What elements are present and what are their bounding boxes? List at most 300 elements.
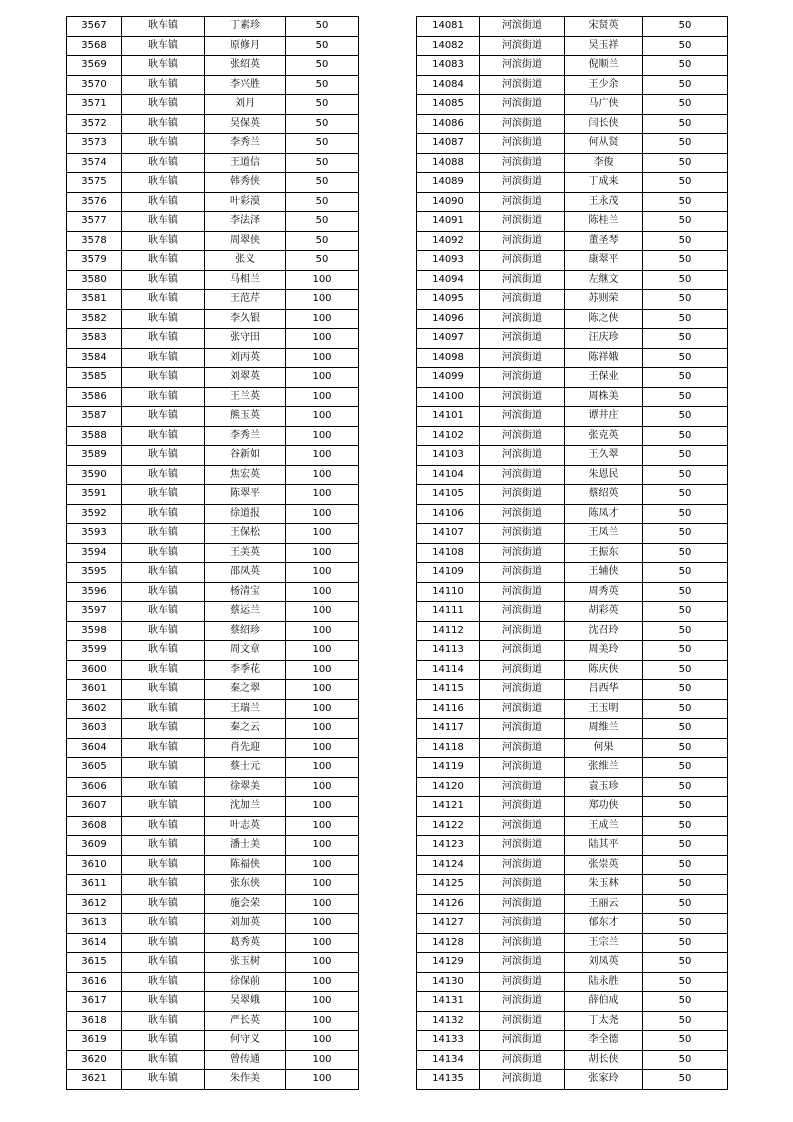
amount-cell: 50 (643, 972, 728, 992)
amount-cell: 50 (286, 134, 359, 154)
table-row (67, 426, 359, 446)
serial-cell: 14123 (417, 836, 480, 856)
table-row (417, 719, 728, 739)
name-cell: 蔡士元 (205, 758, 286, 778)
district-cell: 耿车镇 (122, 290, 205, 310)
serial-cell: 14086 (417, 114, 480, 134)
name-cell: 苏则荣 (565, 290, 643, 310)
name-cell: 王美英 (205, 543, 286, 563)
name-cell: 谷新如 (205, 446, 286, 466)
serial-cell: 3615 (67, 953, 122, 973)
table-row (67, 114, 359, 134)
name-cell: 李秀兰 (205, 426, 286, 446)
name-cell: 左继文 (565, 270, 643, 290)
amount-cell: 100 (286, 348, 359, 368)
name-cell: 原修月 (205, 36, 286, 56)
serial-cell: 3620 (67, 1050, 122, 1070)
amount-cell: 50 (643, 621, 728, 641)
table-row (67, 621, 359, 641)
table-row (417, 36, 728, 56)
amount-cell: 100 (286, 329, 359, 349)
district-cell: 耿车镇 (122, 504, 205, 524)
district-cell: 河滨街道 (480, 114, 565, 134)
serial-cell: 14085 (417, 95, 480, 115)
district-cell: 耿车镇 (122, 368, 205, 388)
table-row (67, 836, 359, 856)
table-row (417, 173, 728, 193)
table-row (67, 348, 359, 368)
district-cell: 耿车镇 (122, 387, 205, 407)
district-cell: 河滨街道 (480, 816, 565, 836)
name-cell: 李全德 (565, 1031, 643, 1051)
district-cell: 河滨街道 (480, 797, 565, 817)
amount-cell: 50 (643, 524, 728, 544)
serial-cell: 3616 (67, 972, 122, 992)
table-row (417, 309, 728, 329)
district-cell: 耿车镇 (122, 1031, 205, 1051)
serial-cell: 3595 (67, 563, 122, 583)
left-table-body (67, 17, 359, 1090)
serial-cell: 3569 (67, 56, 122, 76)
amount-cell: 50 (643, 36, 728, 56)
table-row (417, 504, 728, 524)
table-row (67, 1070, 359, 1090)
amount-cell: 50 (643, 582, 728, 602)
serial-cell: 3586 (67, 387, 122, 407)
amount-cell: 100 (286, 953, 359, 973)
district-cell: 河滨街道 (480, 719, 565, 739)
serial-cell: 14124 (417, 855, 480, 875)
district-cell: 耿车镇 (122, 699, 205, 719)
serial-cell: 14126 (417, 894, 480, 914)
serial-cell: 3576 (67, 192, 122, 212)
table-row (67, 543, 359, 563)
name-cell: 陈福侠 (205, 855, 286, 875)
serial-cell: 3605 (67, 758, 122, 778)
serial-cell: 3578 (67, 231, 122, 251)
serial-cell: 3612 (67, 894, 122, 914)
serial-cell: 3618 (67, 1011, 122, 1031)
name-cell: 丁成来 (565, 173, 643, 193)
serial-cell: 14092 (417, 231, 480, 251)
district-cell: 河滨街道 (480, 465, 565, 485)
district-cell: 河滨街道 (480, 758, 565, 778)
serial-cell: 14106 (417, 504, 480, 524)
table-row (67, 1031, 359, 1051)
amount-cell: 100 (286, 738, 359, 758)
serial-cell: 14127 (417, 914, 480, 934)
name-cell: 葛秀英 (205, 933, 286, 953)
serial-cell: 3583 (67, 329, 122, 349)
amount-cell: 50 (643, 153, 728, 173)
amount-cell: 50 (286, 75, 359, 95)
amount-cell: 100 (286, 485, 359, 505)
serial-cell: 14133 (417, 1031, 480, 1051)
district-cell: 耿车镇 (122, 797, 205, 817)
district-cell: 河滨街道 (480, 953, 565, 973)
amount-cell: 50 (643, 894, 728, 914)
name-cell: 潘士美 (205, 836, 286, 856)
name-cell: 李久银 (205, 309, 286, 329)
table-row (417, 777, 728, 797)
table-row (67, 797, 359, 817)
table-row (67, 524, 359, 544)
table-row (67, 563, 359, 583)
amount-cell: 50 (643, 641, 728, 661)
name-cell: 陈庆侠 (565, 660, 643, 680)
name-cell: 刘丙英 (205, 348, 286, 368)
table-row (67, 95, 359, 115)
table-row (67, 504, 359, 524)
amount-cell: 50 (643, 660, 728, 680)
amount-cell: 50 (643, 933, 728, 953)
name-cell: 周美玲 (565, 641, 643, 661)
district-cell: 耿车镇 (122, 933, 205, 953)
table-row (417, 699, 728, 719)
district-cell: 河滨街道 (480, 309, 565, 329)
amount-cell: 50 (643, 563, 728, 583)
district-cell: 耿车镇 (122, 407, 205, 427)
district-cell: 耿车镇 (122, 251, 205, 271)
serial-cell: 14095 (417, 290, 480, 310)
serial-cell: 3604 (67, 738, 122, 758)
table-row (417, 446, 728, 466)
serial-cell: 14093 (417, 251, 480, 271)
serial-cell: 3619 (67, 1031, 122, 1051)
serial-cell: 14129 (417, 953, 480, 973)
serial-cell: 3572 (67, 114, 122, 134)
table-row (417, 465, 728, 485)
name-cell: 韩秀侠 (205, 173, 286, 193)
serial-cell: 14114 (417, 660, 480, 680)
amount-cell: 100 (286, 387, 359, 407)
name-cell: 王振东 (565, 543, 643, 563)
amount-cell: 50 (643, 914, 728, 934)
name-cell: 陈桂兰 (565, 212, 643, 232)
table-row (67, 329, 359, 349)
name-cell: 蔡绍珍 (205, 621, 286, 641)
district-cell: 河滨街道 (480, 563, 565, 583)
amount-cell: 100 (286, 270, 359, 290)
name-cell: 陈祥娥 (565, 348, 643, 368)
name-cell: 王凤兰 (565, 524, 643, 544)
table-row (417, 1070, 728, 1090)
name-cell: 胡长侠 (565, 1050, 643, 1070)
serial-cell: 14115 (417, 680, 480, 700)
amount-cell: 50 (643, 680, 728, 700)
serial-cell: 14122 (417, 816, 480, 836)
district-cell: 耿车镇 (122, 524, 205, 544)
serial-cell: 3602 (67, 699, 122, 719)
name-cell: 朱恩民 (565, 465, 643, 485)
name-cell: 汪庆珍 (565, 329, 643, 349)
district-cell: 耿车镇 (122, 1070, 205, 1090)
left-table (66, 16, 359, 1090)
district-cell: 耿车镇 (122, 563, 205, 583)
district-cell: 耿车镇 (122, 56, 205, 76)
name-cell: 丁素珍 (205, 17, 286, 37)
amount-cell: 50 (643, 992, 728, 1012)
table-row (67, 270, 359, 290)
table-row (67, 153, 359, 173)
amount-cell: 50 (643, 95, 728, 115)
amount-cell: 50 (643, 270, 728, 290)
amount-cell: 50 (643, 1031, 728, 1051)
serial-cell: 3600 (67, 660, 122, 680)
serial-cell: 3597 (67, 602, 122, 622)
district-cell: 河滨街道 (480, 543, 565, 563)
district-cell: 河滨街道 (480, 504, 565, 524)
amount-cell: 100 (286, 875, 359, 895)
table-row (417, 582, 728, 602)
district-cell: 耿车镇 (122, 641, 205, 661)
name-cell: 周维兰 (565, 719, 643, 739)
district-cell: 耿车镇 (122, 602, 205, 622)
name-cell: 杨清宝 (205, 582, 286, 602)
district-cell: 河滨街道 (480, 348, 565, 368)
serial-cell: 3594 (67, 543, 122, 563)
table-row (417, 153, 728, 173)
amount-cell: 50 (643, 777, 728, 797)
serial-cell: 14087 (417, 134, 480, 154)
serial-cell: 3575 (67, 173, 122, 193)
serial-cell: 14111 (417, 602, 480, 622)
table-row (417, 231, 728, 251)
amount-cell: 50 (643, 290, 728, 310)
table-row (67, 914, 359, 934)
serial-cell: 3621 (67, 1070, 122, 1090)
amount-cell: 100 (286, 1031, 359, 1051)
serial-cell: 3609 (67, 836, 122, 856)
serial-cell: 3591 (67, 485, 122, 505)
name-cell: 张崇英 (565, 855, 643, 875)
district-cell: 河滨街道 (480, 992, 565, 1012)
district-cell: 河滨街道 (480, 1050, 565, 1070)
name-cell: 何果 (565, 738, 643, 758)
serial-cell: 3614 (67, 933, 122, 953)
serial-cell: 14135 (417, 1070, 480, 1090)
name-cell: 叶志英 (205, 816, 286, 836)
table-row (417, 836, 728, 856)
amount-cell: 100 (286, 621, 359, 641)
name-cell: 王丽云 (565, 894, 643, 914)
district-cell: 耿车镇 (122, 972, 205, 992)
table-row (67, 368, 359, 388)
amount-cell: 50 (286, 36, 359, 56)
table-row (417, 387, 728, 407)
amount-cell: 50 (643, 855, 728, 875)
amount-cell: 50 (643, 504, 728, 524)
district-cell: 耿车镇 (122, 836, 205, 856)
name-cell: 王成兰 (565, 816, 643, 836)
amount-cell: 50 (643, 134, 728, 154)
amount-cell: 50 (643, 309, 728, 329)
serial-cell: 3593 (67, 524, 122, 544)
district-cell: 耿车镇 (122, 777, 205, 797)
district-cell: 河滨街道 (480, 641, 565, 661)
amount-cell: 50 (643, 719, 728, 739)
serial-cell: 3580 (67, 270, 122, 290)
serial-cell: 14108 (417, 543, 480, 563)
amount-cell: 100 (286, 543, 359, 563)
serial-cell: 14116 (417, 699, 480, 719)
serial-cell: 3596 (67, 582, 122, 602)
table-row (417, 816, 728, 836)
table-row (67, 446, 359, 466)
district-cell: 耿车镇 (122, 660, 205, 680)
district-cell: 耿车镇 (122, 816, 205, 836)
name-cell: 张家玲 (565, 1070, 643, 1090)
serial-cell: 3585 (67, 368, 122, 388)
table-row (67, 290, 359, 310)
serial-cell: 14081 (417, 17, 480, 37)
amount-cell: 100 (286, 407, 359, 427)
serial-cell: 14125 (417, 875, 480, 895)
name-cell: 陆永胜 (565, 972, 643, 992)
district-cell: 耿车镇 (122, 1011, 205, 1031)
district-cell: 河滨街道 (480, 621, 565, 641)
table-row (67, 36, 359, 56)
name-cell: 宋贤英 (565, 17, 643, 37)
name-cell: 何从贤 (565, 134, 643, 154)
name-cell: 胡彩英 (565, 602, 643, 622)
district-cell: 河滨街道 (480, 426, 565, 446)
amount-cell: 100 (286, 992, 359, 1012)
name-cell: 王永茂 (565, 192, 643, 212)
amount-cell: 100 (286, 504, 359, 524)
table-row (417, 953, 728, 973)
table-row (67, 192, 359, 212)
district-cell: 河滨街道 (480, 1031, 565, 1051)
name-cell: 沈召玲 (565, 621, 643, 641)
district-cell: 耿车镇 (122, 485, 205, 505)
table-row (67, 699, 359, 719)
district-cell: 河滨街道 (480, 95, 565, 115)
amount-cell: 100 (286, 699, 359, 719)
serial-cell: 3573 (67, 134, 122, 154)
name-cell: 吕西华 (565, 680, 643, 700)
amount-cell: 50 (643, 1070, 728, 1090)
name-cell: 徐翠美 (205, 777, 286, 797)
amount-cell: 100 (286, 426, 359, 446)
amount-cell: 50 (286, 212, 359, 232)
serial-cell: 14082 (417, 36, 480, 56)
name-cell: 王宗兰 (565, 933, 643, 953)
table-row (67, 1011, 359, 1031)
name-cell: 李秀兰 (205, 134, 286, 154)
table-row (417, 875, 728, 895)
name-cell: 张绍英 (205, 56, 286, 76)
amount-cell: 50 (643, 173, 728, 193)
right-table-body (417, 17, 728, 1090)
serial-cell: 3610 (67, 855, 122, 875)
amount-cell: 100 (286, 855, 359, 875)
amount-cell: 50 (643, 426, 728, 446)
district-cell: 耿车镇 (122, 992, 205, 1012)
table-row (67, 875, 359, 895)
district-cell: 河滨街道 (480, 368, 565, 388)
name-cell: 秦之云 (205, 719, 286, 739)
serial-cell: 14118 (417, 738, 480, 758)
amount-cell: 50 (286, 95, 359, 115)
district-cell: 河滨街道 (480, 1011, 565, 1031)
district-cell: 耿车镇 (122, 621, 205, 641)
amount-cell: 50 (643, 17, 728, 37)
amount-cell: 50 (643, 465, 728, 485)
amount-cell: 100 (286, 894, 359, 914)
table-row (417, 134, 728, 154)
table-row (67, 719, 359, 739)
table-row (67, 855, 359, 875)
district-cell: 河滨街道 (480, 134, 565, 154)
name-cell: 刘凤英 (565, 953, 643, 973)
table-row (417, 56, 728, 76)
table-row (67, 465, 359, 485)
serial-cell: 3601 (67, 680, 122, 700)
name-cell: 谭井庄 (565, 407, 643, 427)
serial-cell: 14104 (417, 465, 480, 485)
name-cell: 严长英 (205, 1011, 286, 1031)
table-row (417, 524, 728, 544)
district-cell: 河滨街道 (480, 446, 565, 466)
name-cell: 王久翠 (565, 446, 643, 466)
serial-cell: 14109 (417, 563, 480, 583)
district-cell: 耿车镇 (122, 914, 205, 934)
district-cell: 耿车镇 (122, 153, 205, 173)
table-row (417, 368, 728, 388)
name-cell: 马相兰 (205, 270, 286, 290)
serial-cell: 14119 (417, 758, 480, 778)
name-cell: 朱作美 (205, 1070, 286, 1090)
table-row (417, 602, 728, 622)
table-row (67, 758, 359, 778)
district-cell: 河滨街道 (480, 1070, 565, 1090)
district-cell: 耿车镇 (122, 17, 205, 37)
name-cell: 康翠平 (565, 251, 643, 271)
district-cell: 河滨街道 (480, 173, 565, 193)
table-row (417, 348, 728, 368)
amount-cell: 100 (286, 719, 359, 739)
serial-cell: 3598 (67, 621, 122, 641)
district-cell: 河滨街道 (480, 524, 565, 544)
table-row (67, 387, 359, 407)
amount-cell: 50 (643, 738, 728, 758)
district-cell: 河滨街道 (480, 602, 565, 622)
table-row (67, 953, 359, 973)
name-cell: 陈凤才 (565, 504, 643, 524)
district-cell: 耿车镇 (122, 114, 205, 134)
name-cell: 秦之翠 (205, 680, 286, 700)
table-row (67, 1050, 359, 1070)
district-cell: 河滨街道 (480, 387, 565, 407)
district-cell: 耿车镇 (122, 719, 205, 739)
amount-cell: 50 (643, 329, 728, 349)
amount-cell: 50 (286, 56, 359, 76)
amount-cell: 100 (286, 1050, 359, 1070)
serial-cell: 14099 (417, 368, 480, 388)
district-cell: 河滨街道 (480, 407, 565, 427)
serial-cell: 14090 (417, 192, 480, 212)
table-row (417, 563, 728, 583)
name-cell: 曾传通 (205, 1050, 286, 1070)
name-cell: 蔡绍英 (565, 485, 643, 505)
amount-cell: 100 (286, 582, 359, 602)
district-cell: 河滨街道 (480, 56, 565, 76)
name-cell: 蔡运兰 (205, 602, 286, 622)
amount-cell: 50 (643, 75, 728, 95)
table-row (67, 582, 359, 602)
district-cell: 耿车镇 (122, 134, 205, 154)
